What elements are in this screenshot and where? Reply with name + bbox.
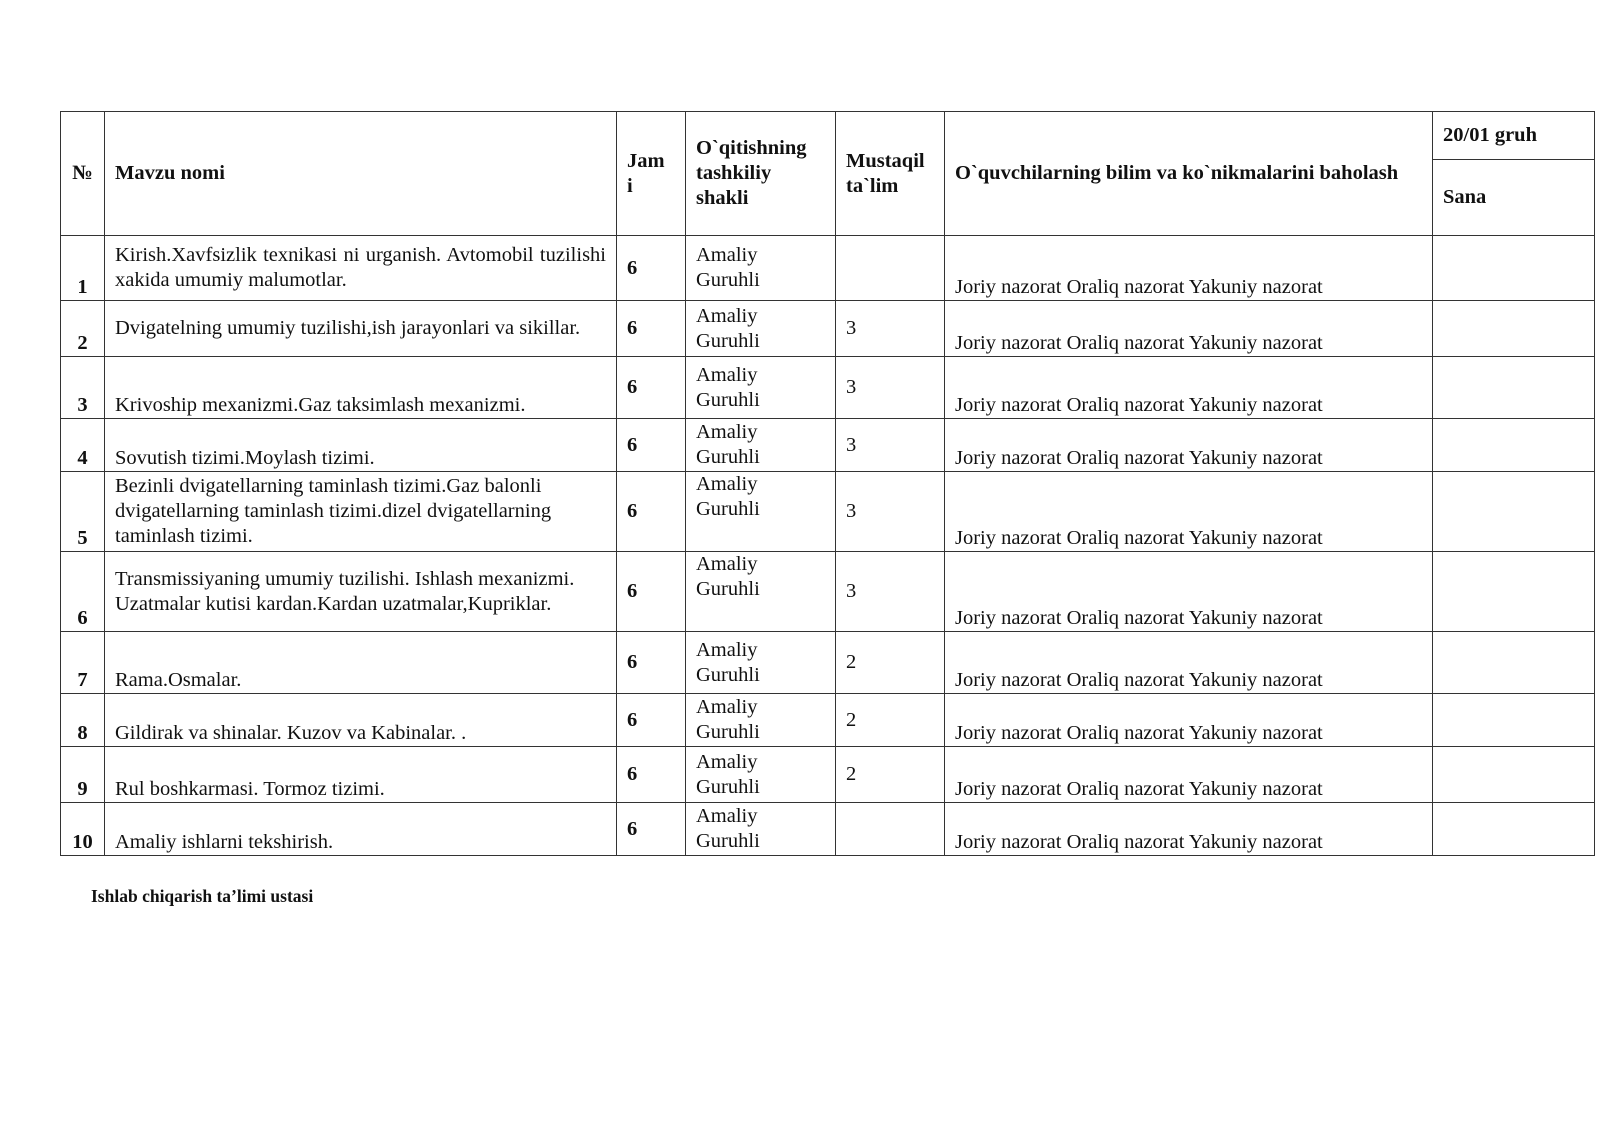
row-topic: Amaliy ishlarni tekshirish. bbox=[105, 803, 617, 856]
row-date bbox=[1433, 552, 1595, 632]
row-total: 6 bbox=[617, 632, 686, 694]
row-independent bbox=[836, 236, 945, 301]
row-independent: 2 bbox=[836, 694, 945, 747]
table-row bbox=[61, 694, 1595, 747]
row-form: Amaliy Guruhli bbox=[686, 472, 836, 552]
row-form: Amaliy Guruhli bbox=[686, 694, 836, 747]
row-date bbox=[1433, 472, 1595, 552]
row-topic: Gildirak va shinalar. Kuzov va Kabinalar. . bbox=[105, 694, 617, 747]
row-assessment: Joriy nazorat Oraliq nazorat Yakuniy nazorat bbox=[945, 632, 1433, 694]
header-number: № bbox=[61, 112, 105, 236]
row-independent: 3 bbox=[836, 472, 945, 552]
row-topic: Krivoship mexanizmi.Gaz taksimlash mexanizmi. bbox=[105, 357, 617, 419]
row-independent: 2 bbox=[836, 632, 945, 694]
row-independent: 3 bbox=[836, 301, 945, 357]
row-number: 2 bbox=[61, 301, 105, 357]
row-topic: Transmissiyaning umumiy tuzilishi. Ishlash mexanizmi. Uzatmalar kutisi kardan.Kardan uzatmalar,Kupriklar. bbox=[105, 552, 617, 632]
row-total: 6 bbox=[617, 552, 686, 632]
row-total: 6 bbox=[617, 357, 686, 419]
row-total: 6 bbox=[617, 694, 686, 747]
row-date bbox=[1433, 301, 1595, 357]
table-row bbox=[61, 236, 1595, 301]
row-number: 10 bbox=[61, 803, 105, 856]
row-topic: Rama.Osmalar. bbox=[105, 632, 617, 694]
row-number: 3 bbox=[61, 357, 105, 419]
header-assessment: O`quvchilarning bilim va ko`nikmalarini baholash bbox=[945, 112, 1433, 236]
row-topic: Dvigatelning umumiy tuzilishi,ish jarayonlari va sikillar. bbox=[105, 301, 617, 357]
row-form: Amaliy Guruhli bbox=[686, 632, 836, 694]
row-date bbox=[1433, 632, 1595, 694]
row-independent: 3 bbox=[836, 357, 945, 419]
row-date bbox=[1433, 694, 1595, 747]
row-total: 6 bbox=[617, 747, 686, 803]
row-independent bbox=[836, 803, 945, 856]
row-assessment: Joriy nazorat Oraliq nazorat Yakuniy nazorat bbox=[945, 419, 1433, 472]
row-number: 9 bbox=[61, 747, 105, 803]
table-row bbox=[61, 632, 1595, 694]
row-independent: 3 bbox=[836, 552, 945, 632]
row-number: 4 bbox=[61, 419, 105, 472]
row-independent: 2 bbox=[836, 747, 945, 803]
row-date bbox=[1433, 803, 1595, 856]
row-assessment: Joriy nazorat Oraliq nazorat Yakuniy nazorat bbox=[945, 472, 1433, 552]
table-row bbox=[61, 552, 1595, 632]
row-form: Amaliy Guruhli bbox=[686, 357, 836, 419]
header-independent: Mustaqil ta`lim bbox=[836, 112, 945, 236]
row-total: 6 bbox=[617, 301, 686, 357]
row-total: 6 bbox=[617, 419, 686, 472]
row-date bbox=[1433, 747, 1595, 803]
header-group: 20/01 gruh bbox=[1433, 112, 1595, 160]
header-form: O`qitishning tashkiliy shakli bbox=[686, 112, 836, 236]
table-row bbox=[61, 419, 1595, 472]
row-topic: Sovutish tizimi.Moylash tizimi. bbox=[105, 419, 617, 472]
row-assessment: Joriy nazorat Oraliq nazorat Yakuniy nazorat bbox=[945, 694, 1433, 747]
header-topic: Mavzu nomi bbox=[105, 112, 617, 236]
row-assessment: Joriy nazorat Oraliq nazorat Yakuniy nazorat bbox=[945, 747, 1433, 803]
lesson-plan-table bbox=[60, 111, 1595, 856]
row-total: 6 bbox=[617, 472, 686, 552]
row-total: 6 bbox=[617, 236, 686, 301]
signature-label: Ishlab chiqarish ta’limi ustasi bbox=[91, 886, 314, 906]
row-number: 7 bbox=[61, 632, 105, 694]
row-assessment: Joriy nazorat Oraliq nazorat Yakuniy nazorat bbox=[945, 552, 1433, 632]
row-form: Amaliy Guruhli bbox=[686, 419, 836, 472]
row-assessment: Joriy nazorat Oraliq nazorat Yakuniy nazorat bbox=[945, 357, 1433, 419]
row-topic: Kirish.Xavfsizlik texnikasi ni urganish. Avtomobil tuzilishi xakida umumiy malumotlar. bbox=[105, 236, 617, 301]
row-topic: Bezinli dvigatellarning taminlash tizimi.Gaz balonli dvigatellarning taminlash tizimi.dizel dvigatellarning taminlash tizimi. bbox=[105, 472, 617, 552]
row-form: Amaliy Guruhli bbox=[686, 301, 836, 357]
row-assessment: Joriy nazorat Oraliq nazorat Yakuniy nazorat bbox=[945, 803, 1433, 856]
table-row bbox=[61, 301, 1595, 357]
row-number: 6 bbox=[61, 552, 105, 632]
row-topic: Rul boshkarmasi. Tormoz tizimi. bbox=[105, 747, 617, 803]
row-independent: 3 bbox=[836, 419, 945, 472]
row-assessment: Joriy nazorat Oraliq nazorat Yakuniy nazorat bbox=[945, 301, 1433, 357]
header-date: Sana bbox=[1433, 160, 1595, 236]
row-assessment: Joriy nazorat Oraliq nazorat Yakuniy nazorat bbox=[945, 236, 1433, 301]
table-row bbox=[61, 747, 1595, 803]
row-form: Amaliy Guruhli bbox=[686, 552, 836, 632]
row-date bbox=[1433, 357, 1595, 419]
row-total: 6 bbox=[617, 803, 686, 856]
row-form: Amaliy Guruhli bbox=[686, 803, 836, 856]
row-number: 8 bbox=[61, 694, 105, 747]
row-form: Amaliy Guruhli bbox=[686, 236, 836, 301]
row-date bbox=[1433, 419, 1595, 472]
row-number: 5 bbox=[61, 472, 105, 552]
table-row bbox=[61, 357, 1595, 419]
row-number: 1 bbox=[61, 236, 105, 301]
table-row bbox=[61, 803, 1595, 856]
row-form: Amaliy Guruhli bbox=[686, 747, 836, 803]
header-row-top bbox=[61, 112, 1595, 160]
table-row bbox=[61, 472, 1595, 552]
header-total: Jam i bbox=[617, 112, 686, 236]
row-date bbox=[1433, 236, 1595, 301]
